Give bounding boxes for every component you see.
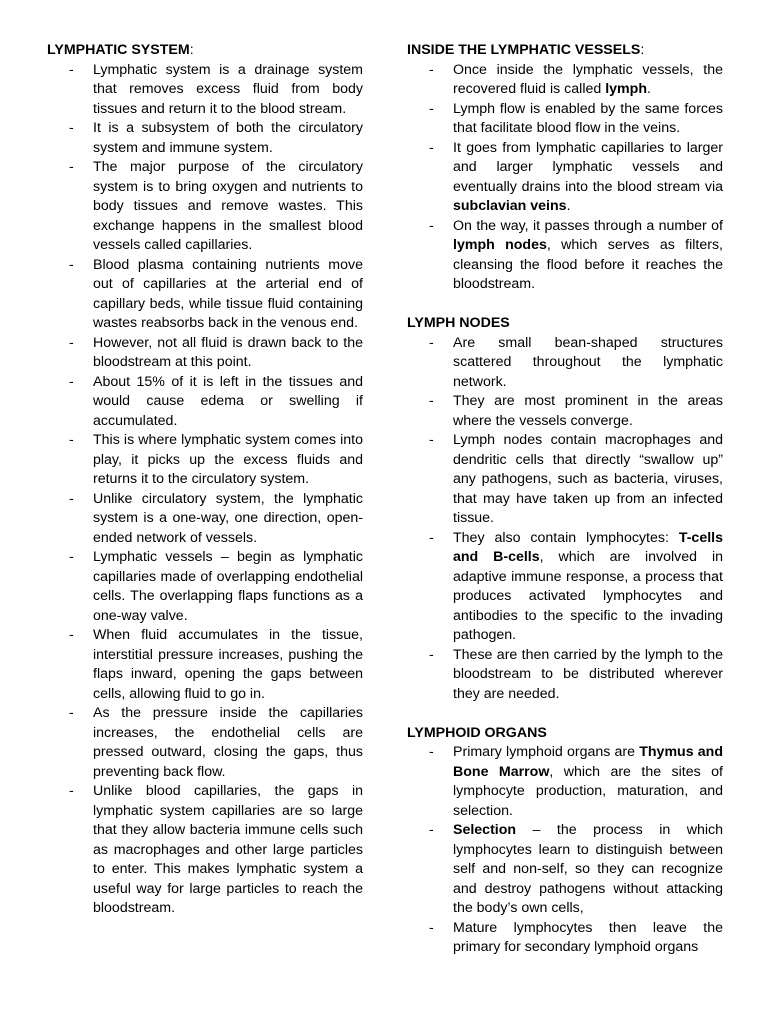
list-item: - Lymph flow is enabled by the same forces that facilitate blood flow in the veins. bbox=[429, 100, 723, 136]
list-item: - Lymphatic system is a drainage system that removes excess fluid from body tissues and return it to the blood stream. bbox=[69, 61, 363, 117]
list-item: - On the way, it passes through a number of lymph nodes, which serves as filters, cleansing the flood before it reaches the bloodstream. bbox=[429, 217, 723, 292]
section-heading: LYMPHATIC SYSTEM: bbox=[47, 42, 194, 58]
list-item: - Mature lymphocytes then leave the primary for secondary lymphoid organs bbox=[429, 919, 723, 955]
list-item: - They are most prominent in the areas where the vessels converge. bbox=[429, 393, 723, 429]
section-heading: LYMPHOID ORGANS bbox=[407, 724, 547, 741]
list-item: - It goes from lymphatic capillaries to larger and larger lymphatic vessels and eventually drains into the blood stream via subclavian veins. bbox=[429, 139, 723, 214]
list-item: - Unlike blood capillaries, the gaps in lymphatic system capillaries are so large that they allow bacteria immune cells such as macrophages and other large particles to enter. This makes lymphatic system a useful way for large particles to reach the bloodstream. bbox=[69, 783, 363, 916]
list-item: - Unlike circulatory system, the lymphatic system is a one-way, one direction, open-ended network of vessels. bbox=[69, 490, 363, 546]
left-column bbox=[47, 41, 363, 919]
section-heading: LYMPH NODES bbox=[407, 315, 510, 331]
list-item: - However, not all fluid is drawn back to the bloodstream at this point. bbox=[69, 334, 363, 370]
list-item: - These are then carried by the lymph to the bloodstream to be distributed wherever they are needed. bbox=[429, 646, 723, 702]
list-item: - This is where lymphatic system comes into play, it picks up the excess fluids and returns it to the circulatory system. bbox=[69, 432, 363, 487]
list-item: - Once inside the lymphatic vessels, the recovered fluid is called lymph. bbox=[429, 61, 723, 97]
list-item: - They also contain lymphocytes: T-cells and B-cells, which are involved in adaptive immune response, a process that produces activated lymphocytes and antibodies to the specific to the invading pathogen. bbox=[429, 529, 723, 643]
list-item: - Blood plasma containing nutrients move out of capillaries at the arterial end of capillary beds, while tissue fluid containing wastes reabsorbs back in the venous end. bbox=[69, 256, 363, 331]
list-item: - Lymph nodes contain macrophages and dendritic cells that directly “swallow up” any pathogens, such as bacteria, viruses, that may have taken up from an infected tissue. bbox=[429, 432, 723, 526]
section-heading: INSIDE THE LYMPHATIC VESSELS: bbox=[407, 42, 645, 58]
list-item: - As the pressure inside the capillaries increases, the endothelial cells are pressed outward, closing the gaps, thus preventing back flow. bbox=[69, 705, 363, 780]
list-item: - The major purpose of the circulatory system is to bring oxygen and nutrients to body tissues and remove wastes. This exchange happens in the smallest blood vessels called capillaries. bbox=[69, 159, 363, 253]
list-item: - Selection – the process in which lymphocytes learn to distinguish between self and non-self, so they can recognize and destroy pathogens without attacking the body’s own cells, bbox=[429, 822, 723, 916]
list-item: - About 15% of it is left in the tissues and would cause edema or swelling if accumulated. bbox=[69, 373, 363, 429]
bullet-list bbox=[407, 334, 723, 705]
list-item: - Lymphatic vessels – begin as lymphatic capillaries made of overlapping endothelial cells. The overlapping flaps functions as a one-way valve. bbox=[69, 549, 363, 624]
bullet-list bbox=[47, 61, 363, 919]
list-item: - When fluid accumulates in the tissue, interstitial pressure increases, pushing the flaps inward, opening the gaps between cells, allowing fluid to go in. bbox=[69, 627, 363, 702]
bullet-list bbox=[407, 743, 723, 958]
right-column bbox=[407, 41, 723, 958]
list-item: - Are small bean-shaped structures scattered throughout the lymphatic network. bbox=[429, 334, 723, 390]
list-item: - It is a subsystem of both the circulatory system and immune system. bbox=[69, 120, 363, 156]
list-item: - Primary lymphoid organs are Thymus and Bone Marrow, which are the sites of lymphocyte production, maturation, and selection. bbox=[429, 744, 724, 819]
bullet-list bbox=[407, 61, 723, 295]
